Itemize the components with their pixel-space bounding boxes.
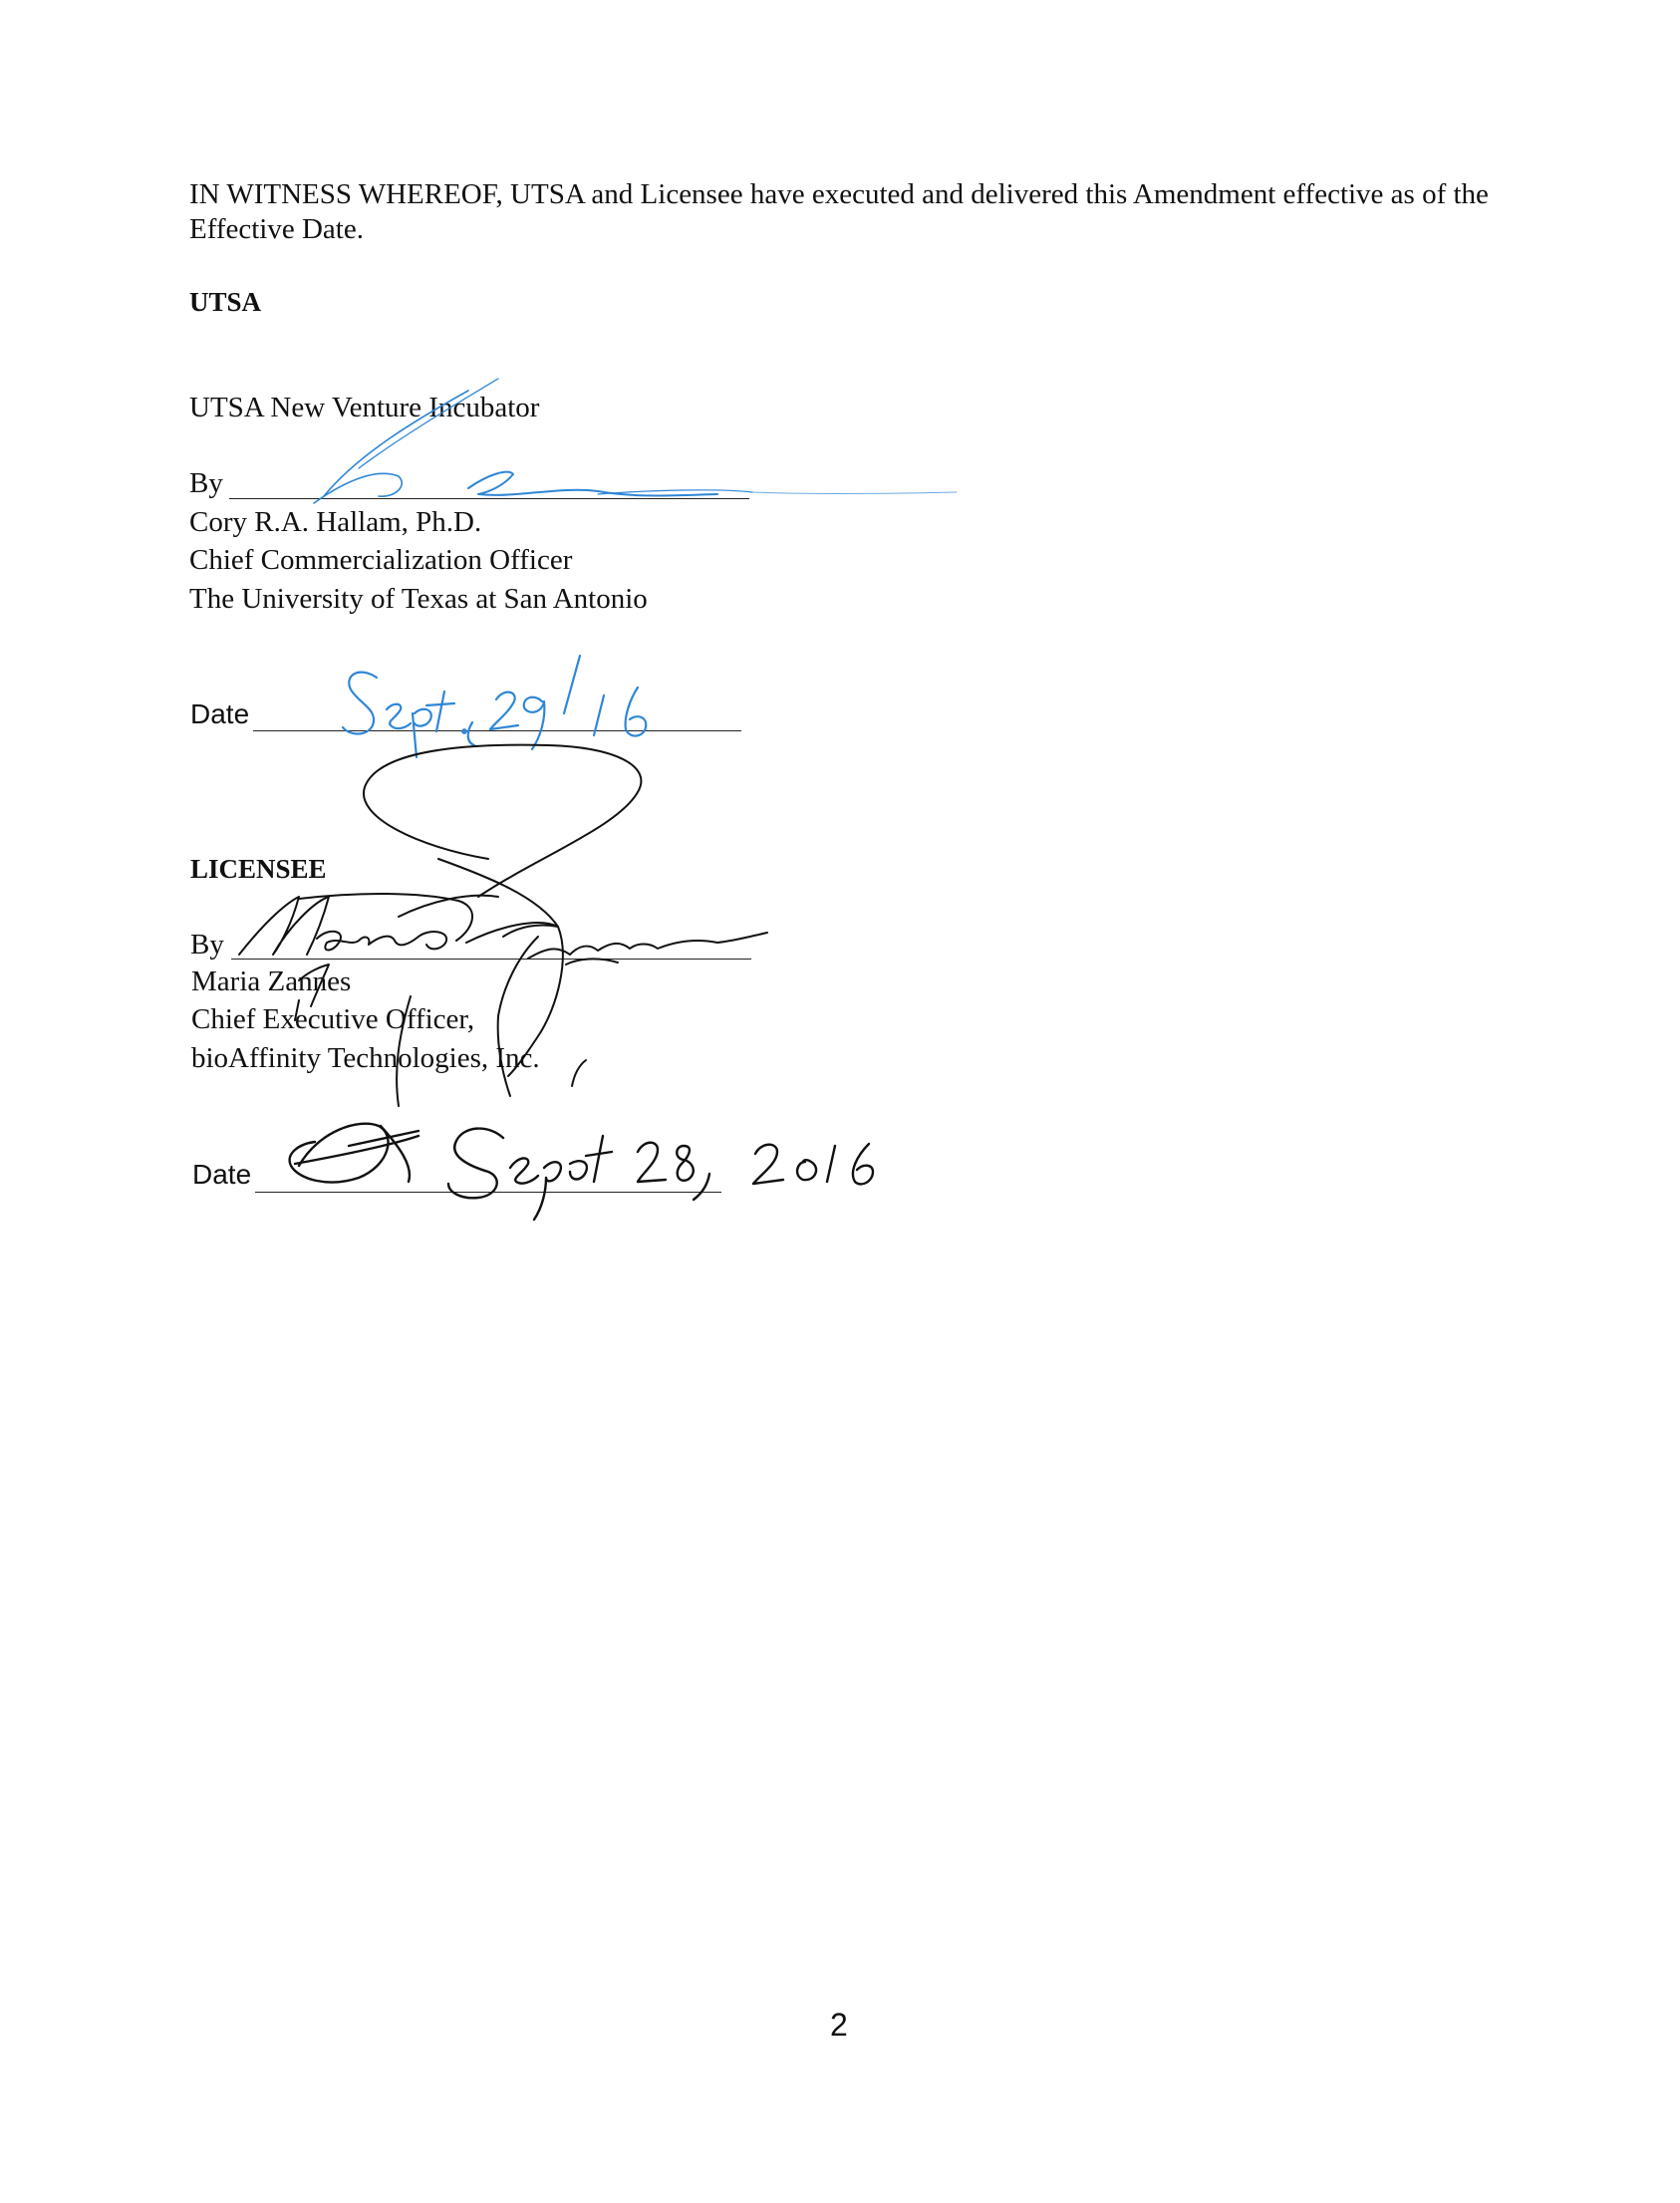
licensee-heading: LICENSEE — [190, 854, 327, 884]
utsa-entity-name: UTSA New Venture Incubator — [189, 392, 540, 423]
utsa-signer-name: Cory R.A. Hallam, Ph.D. — [189, 506, 482, 538]
utsa-date-label: Date — [190, 698, 250, 729]
licensee-signer-name: Maria Zannes — [191, 965, 352, 997]
witness-paragraph: IN WITNESS WHEREOF, UTSA and Licensee have executed and delivered this Amendment effective as of the Effective Date. — [189, 178, 1489, 245]
page-number: 2 — [830, 2007, 848, 2043]
licensee-signature-line — [231, 959, 751, 960]
utsa-signature-line — [229, 498, 749, 499]
licensee-date-label: Date — [192, 1159, 252, 1190]
licensee-signer-org: bioAffinity Technologies, Inc. — [191, 1042, 540, 1074]
utsa-signer-org: The University of Texas at San Antonio — [189, 583, 648, 615]
licensee-signer-title: Chief Executive Officer, — [191, 1003, 475, 1035]
licensee-by-label: By — [190, 929, 224, 961]
utsa-signer-title: Chief Commercialization Officer — [189, 544, 573, 576]
utsa-date-line — [253, 730, 741, 731]
utsa-by-label: By — [189, 467, 223, 499]
utsa-heading: UTSA — [189, 287, 262, 317]
licensee-date-line — [255, 1192, 721, 1193]
licensee-handwritten-date — [290, 1124, 873, 1220]
utsa-handwritten-date — [343, 656, 646, 757]
